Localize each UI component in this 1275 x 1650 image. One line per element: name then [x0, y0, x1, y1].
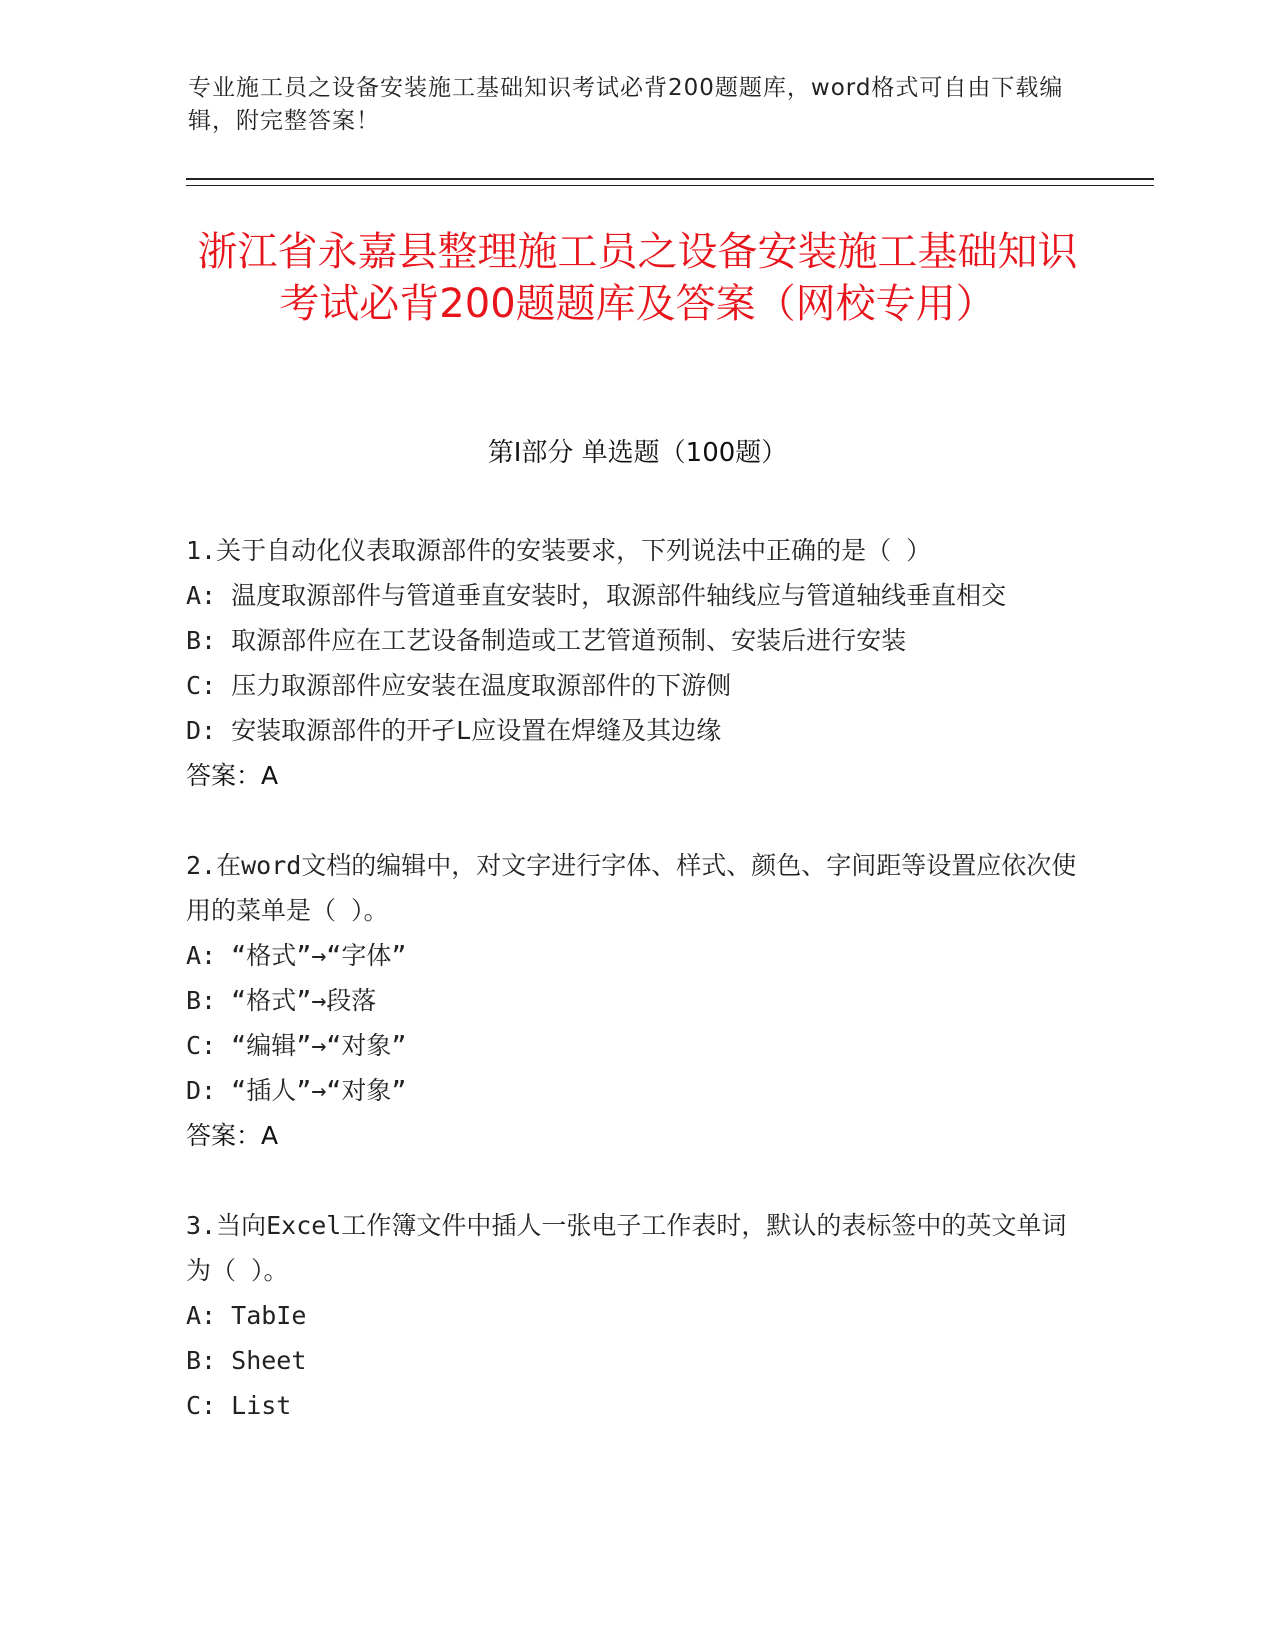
header-divider-thin: [186, 185, 1154, 186]
section-title: 第I部分 单选题（100题）: [487, 438, 788, 468]
option-a: A: TabIe: [186, 1301, 307, 1330]
question-list: [186, 528, 1086, 1473]
option-c: C: “编辑”→“对象”: [186, 1031, 407, 1060]
option-d: D: “插人”→“对象”: [186, 1076, 407, 1105]
option-b: B: Sheet: [186, 1346, 307, 1375]
question-3: [186, 1203, 1086, 1428]
question-stem: 2.在word文档的编辑中，对文字进行字体、样式、颜色、字间距等设置应依次使用的菜单是（ ）。: [186, 851, 1077, 925]
option-d: D: 安装取源部件的开孑L应设置在焊缝及其边缘: [186, 716, 722, 745]
option-b: B: 取源部件应在工艺设备制造或工艺管道预制、安装后进行安装: [186, 626, 907, 655]
header-note: 专业施工员之设备安装施工基础知识考试必背200题题库，word格式可自由下载编辑，附完整答案！: [188, 75, 1064, 134]
option-c: C: 压力取源部件应安装在温度取源部件的下游侧: [186, 671, 732, 700]
answer: 答案：A: [186, 761, 279, 790]
header-divider: [186, 178, 1154, 180]
option-a: A: 温度取源部件与管道垂直安装时，取源部件轴线应与管道轴线垂直相交: [186, 581, 1007, 610]
question-1: [186, 528, 1086, 798]
question-stem: 1.关于自动化仪表取源部件的安装要求，下列说法中正确的是（ ）: [186, 536, 932, 565]
option-c: C: List: [186, 1391, 292, 1420]
document-title: 浙江省永嘉县整理施工员之设备安装施工基础知识考试必背200题题库及答案（网校专用）: [197, 229, 1078, 327]
option-b: B: “格式”→段落: [186, 986, 377, 1015]
question-2: [186, 843, 1086, 1158]
answer: 答案：A: [186, 1121, 279, 1150]
option-a: A: “格式”→“字体”: [186, 941, 407, 970]
question-stem: 3.当向Excel工作簿文件中插人一张电子工作表时，默认的表标签中的英文单词为（ ）。: [186, 1211, 1067, 1285]
